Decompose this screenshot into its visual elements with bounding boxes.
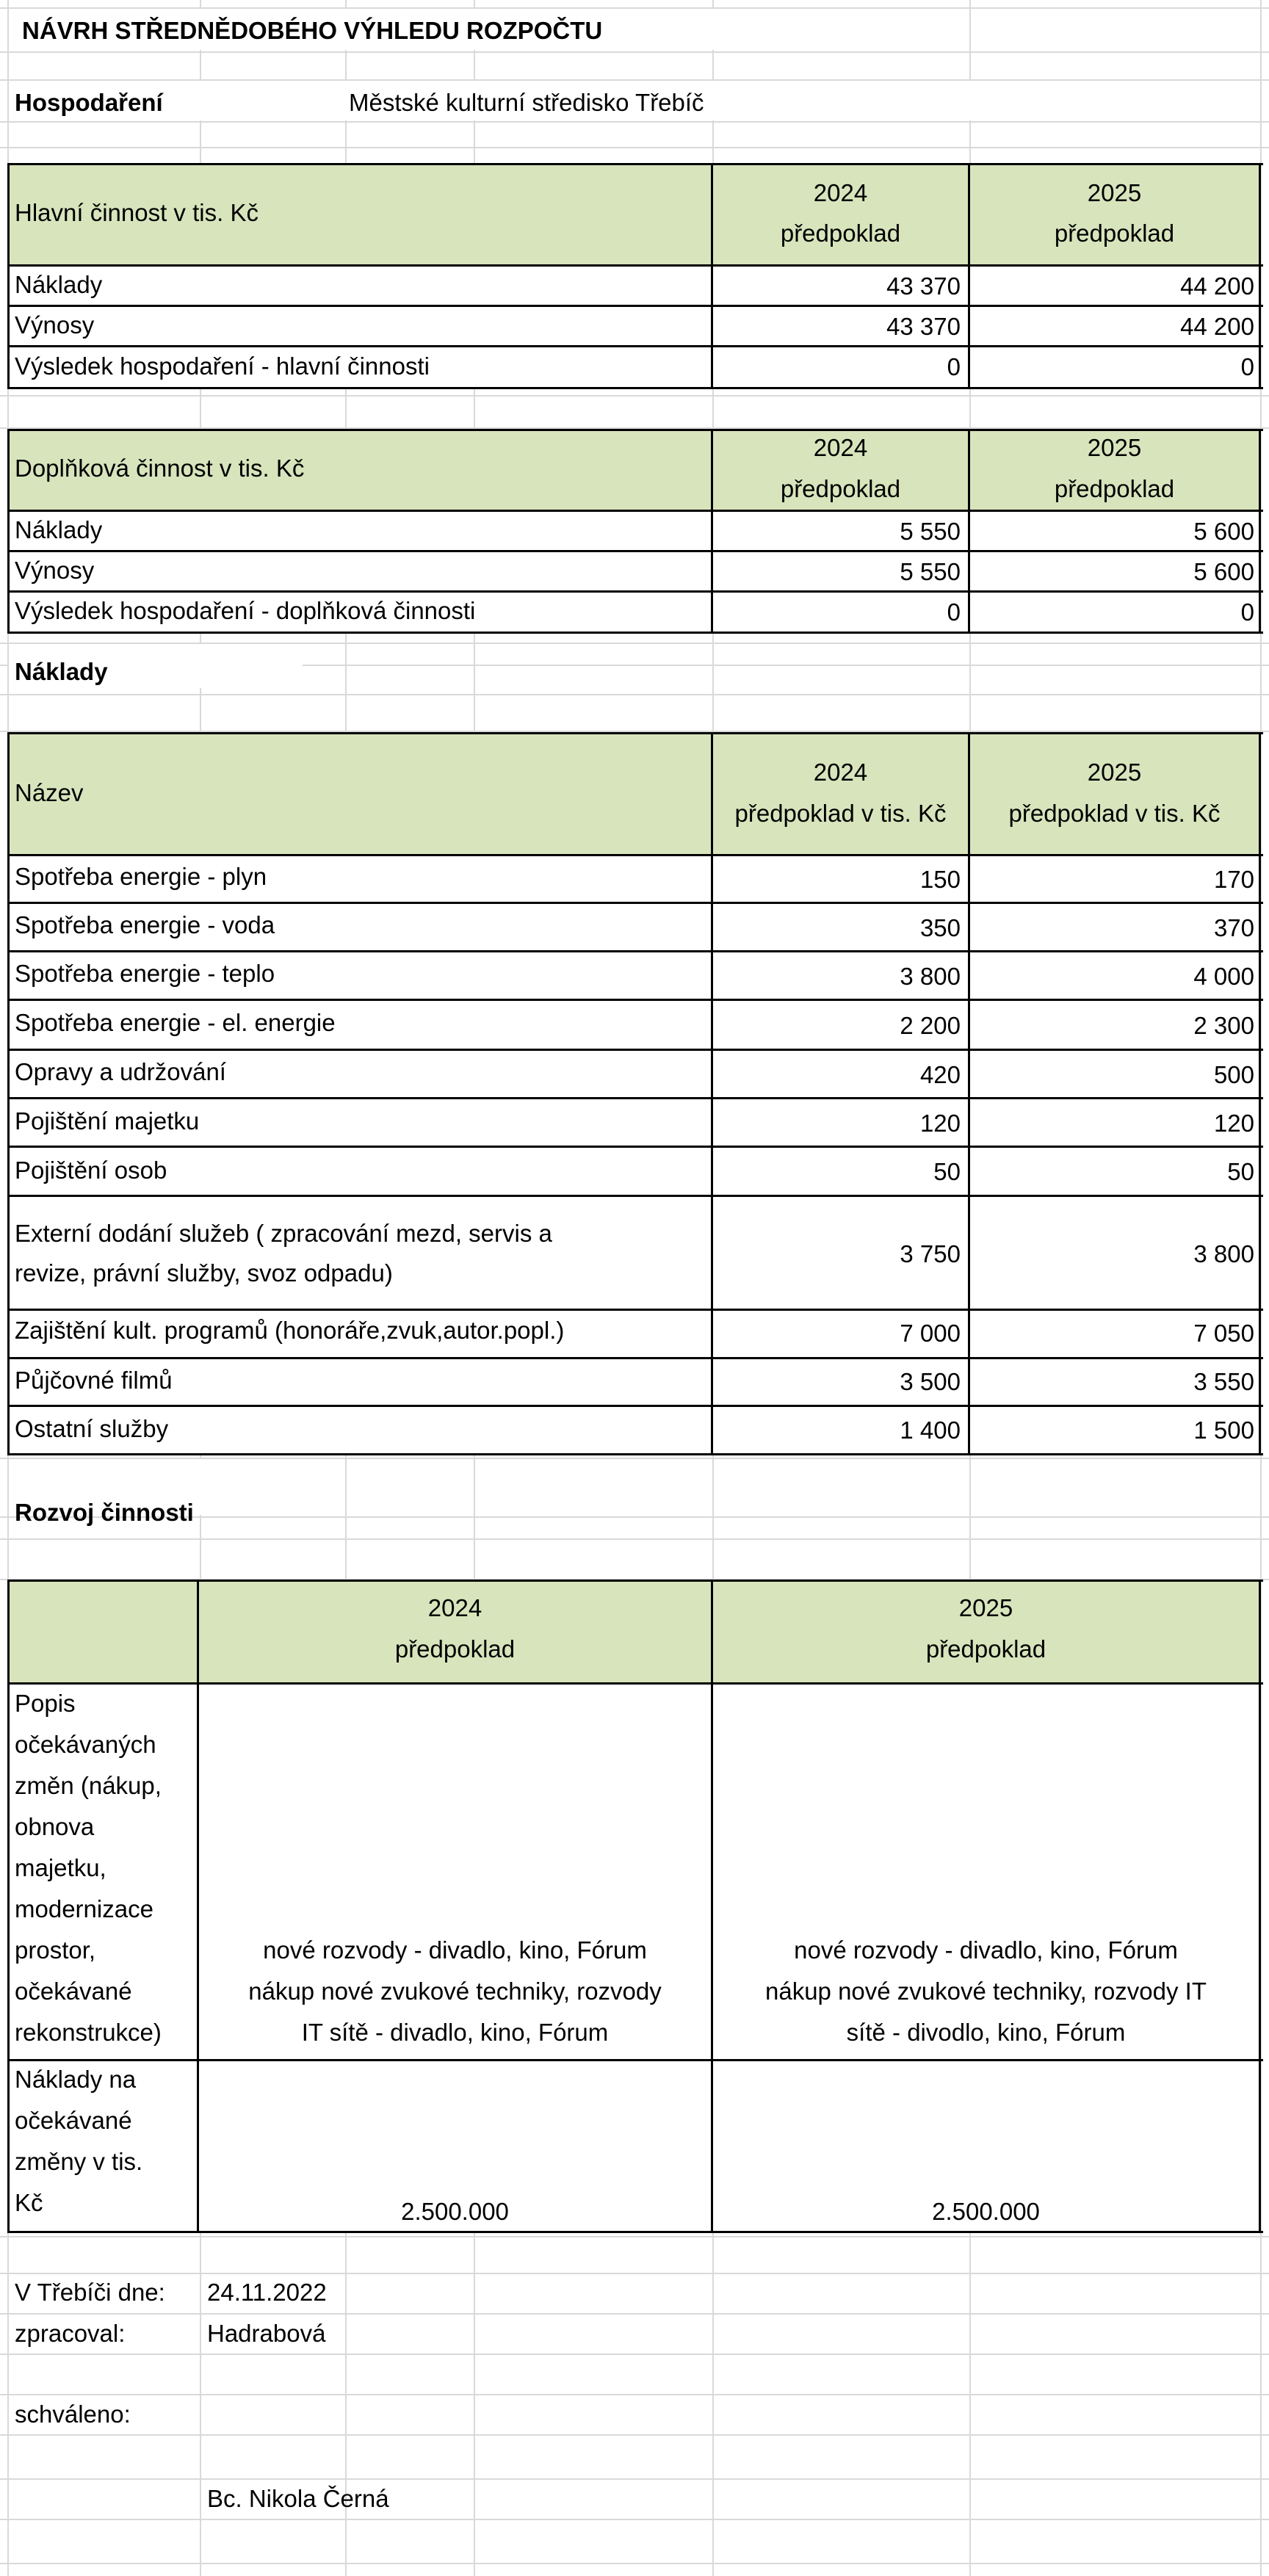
costs-row-value-2025: 2 300	[1193, 1012, 1254, 1039]
approved-label: schváleno:	[15, 2400, 131, 2428]
costs-row-label: Zajištění kult. programů (honoráře,zvuk,autor.popl.)	[15, 1317, 565, 1344]
prepared-by: Hadrabová	[207, 2320, 326, 2347]
side-year2: 2025	[1087, 434, 1142, 461]
description-label: změn (nákup,	[15, 1772, 162, 1799]
description-label: očekávané	[15, 1978, 132, 2005]
main-row-value-2024: 43 370	[886, 313, 961, 340]
development-section-title: Rozvoj činnosti	[15, 1499, 194, 1526]
costs-section-title: Náklady	[15, 658, 108, 685]
costs-year1-sub: předpoklad v tis. Kč	[734, 800, 947, 827]
cost-2025: 2.500.000	[932, 2198, 1040, 2225]
costs-row-label: Spotřeba energie - plyn	[15, 863, 267, 890]
place-label: V Třebíči dne:	[15, 2279, 165, 2306]
description-label: modernizace	[15, 1895, 153, 1922]
cost-label: Náklady na	[15, 2066, 137, 2093]
description-label: prostor,	[15, 1936, 96, 1964]
costs-row-value-2024: 420	[919, 1061, 961, 1088]
description-label: obnova	[15, 1813, 95, 1840]
costs-row-value-2025: 170	[1213, 866, 1254, 893]
main-year1: 2024	[813, 179, 868, 206]
costs-row-value-2024: 150	[919, 866, 961, 893]
description-label: očekávaných	[15, 1731, 156, 1758]
development-year2: 2025	[958, 1594, 1013, 1621]
costs-row-label-line2: revize, právní služby, svoz odpadu)	[15, 1259, 393, 1287]
costs-row-value-2024: 350	[919, 914, 961, 941]
approver-name: Bc. Nikola Černá	[207, 2485, 389, 2512]
costs-year1: 2024	[813, 759, 868, 786]
side-year1: 2024	[813, 434, 868, 461]
date-value: 24.11.2022	[207, 2279, 327, 2306]
description-2025: sítě - divodlo, kino, Fórum	[846, 2019, 1126, 2046]
description-2024: IT sítě - divadlo, kino, Fórum	[301, 2019, 609, 2046]
costs-row-value-2025: 370	[1213, 914, 1254, 941]
costs-year2-sub: předpoklad v tis. Kč	[1008, 800, 1221, 827]
side-row-value-2025: 0	[1240, 598, 1254, 626]
description-label: majetku,	[15, 1854, 106, 1881]
main-year2-sub: předpoklad	[1054, 220, 1175, 247]
costs-row-label: Externí dodání služeb ( zpracování mezd, servis a	[15, 1220, 552, 1247]
description-2025: nové rozvody - divadlo, kino, Fórum	[794, 1936, 1178, 1964]
costs-row-value-2024: 3 500	[900, 1368, 961, 1395]
costs-row-value-2024: 50	[933, 1158, 961, 1185]
costs-row-label: Spotřeba energie - teplo	[15, 960, 275, 987]
description-2024: nákup nové zvukové techniky, rozvody	[248, 1978, 662, 2005]
description-label: Popis	[15, 1690, 76, 1717]
page-title: NÁVRH STŘEDNĚDOBÉHO VÝHLEDU ROZPOČTU	[22, 17, 603, 44]
side-year2-sub: předpoklad	[1054, 475, 1175, 502]
description-2025: nákup nové zvukové techniky, rozvody IT	[764, 1978, 1207, 2005]
costs-row-value-2025: 7 050	[1193, 1320, 1254, 1347]
cost-label: Kč	[15, 2189, 43, 2216]
main-row-value-2024: 43 370	[886, 272, 961, 300]
costs-row-value-2025: 120	[1213, 1110, 1254, 1137]
main-row-label: Náklady	[15, 271, 103, 298]
costs-row-value-2025: 3 550	[1193, 1368, 1254, 1395]
costs-row-label: Pojištění majetku	[15, 1107, 200, 1135]
side-row-value-2024: 0	[947, 598, 961, 626]
costs-row-value-2024: 120	[919, 1110, 961, 1137]
costs-row-label: Pojištění osob	[15, 1157, 167, 1184]
cost-2024: 2.500.000	[401, 2198, 509, 2225]
costs-row-value-2024: 1 400	[900, 1417, 961, 1444]
description-label: rekonstrukce)	[15, 2019, 162, 2046]
costs-row-value-2025: 50	[1227, 1158, 1254, 1185]
costs-row-value-2024: 7 000	[900, 1320, 961, 1347]
side-row-value-2024: 5 550	[900, 558, 961, 585]
costs-row-label: Ostatní služby	[15, 1415, 169, 1442]
side-activity-header: Doplňková činnost v tis. Kč	[15, 455, 305, 482]
costs-row-label: Půjčovné filmů	[15, 1367, 173, 1394]
side-row-label: Výsledek hospodaření - doplňková činnosti	[15, 597, 476, 624]
costs-header-name: Název	[15, 779, 84, 806]
main-year1-sub: předpoklad	[780, 220, 901, 247]
costs-row-value-2024: 2 200	[900, 1012, 961, 1039]
main-row-value-2025: 44 200	[1180, 313, 1254, 340]
organization-name: Městské kulturní středisko Třebíč	[349, 89, 704, 116]
costs-row-value-2025: 1 500	[1193, 1417, 1254, 1444]
costs-row-value-2025: 4 000	[1193, 963, 1254, 990]
organization-label: Hospodaření	[15, 89, 163, 116]
side-row-value-2025: 5 600	[1193, 518, 1254, 545]
development-year1: 2024	[427, 1594, 482, 1621]
side-row-value-2025: 5 600	[1193, 558, 1254, 585]
main-activity-header: Hlavní činnost v tis. Kč	[15, 199, 258, 226]
development-year2-sub: předpoklad	[925, 1635, 1046, 1663]
costs-year2: 2025	[1087, 759, 1142, 786]
costs-row-label: Spotřeba energie - voda	[15, 911, 275, 938]
side-row-label: Náklady	[15, 516, 103, 543]
main-row-value-2024: 0	[947, 353, 961, 380]
costs-row-value-2024: 3 750	[900, 1240, 961, 1267]
description-2024: nové rozvody - divadlo, kino, Fórum	[263, 1936, 647, 1964]
costs-row-value-2025: 500	[1213, 1061, 1254, 1088]
side-row-value-2024: 5 550	[900, 518, 961, 545]
main-row-label: Výnosy	[15, 311, 95, 339]
costs-row-label: Opravy a udržování	[15, 1058, 226, 1085]
main-row-label: Výsledek hospodaření - hlavní činnosti	[15, 352, 430, 380]
costs-row-value-2024: 3 800	[900, 963, 961, 990]
costs-row-value-2025: 3 800	[1193, 1240, 1254, 1267]
main-year2: 2025	[1087, 179, 1142, 206]
prepared-label: zpracoval:	[15, 2320, 126, 2347]
side-year1-sub: předpoklad	[780, 475, 901, 502]
side-row-label: Výnosy	[15, 557, 95, 584]
main-row-value-2025: 0	[1240, 353, 1254, 380]
development-year1-sub: předpoklad	[394, 1635, 516, 1663]
cost-label: změny v tis.	[15, 2148, 143, 2175]
main-row-value-2025: 44 200	[1180, 272, 1254, 300]
costs-row-label: Spotřeba energie - el. energie	[15, 1009, 336, 1036]
cost-label: očekávané	[15, 2107, 132, 2134]
